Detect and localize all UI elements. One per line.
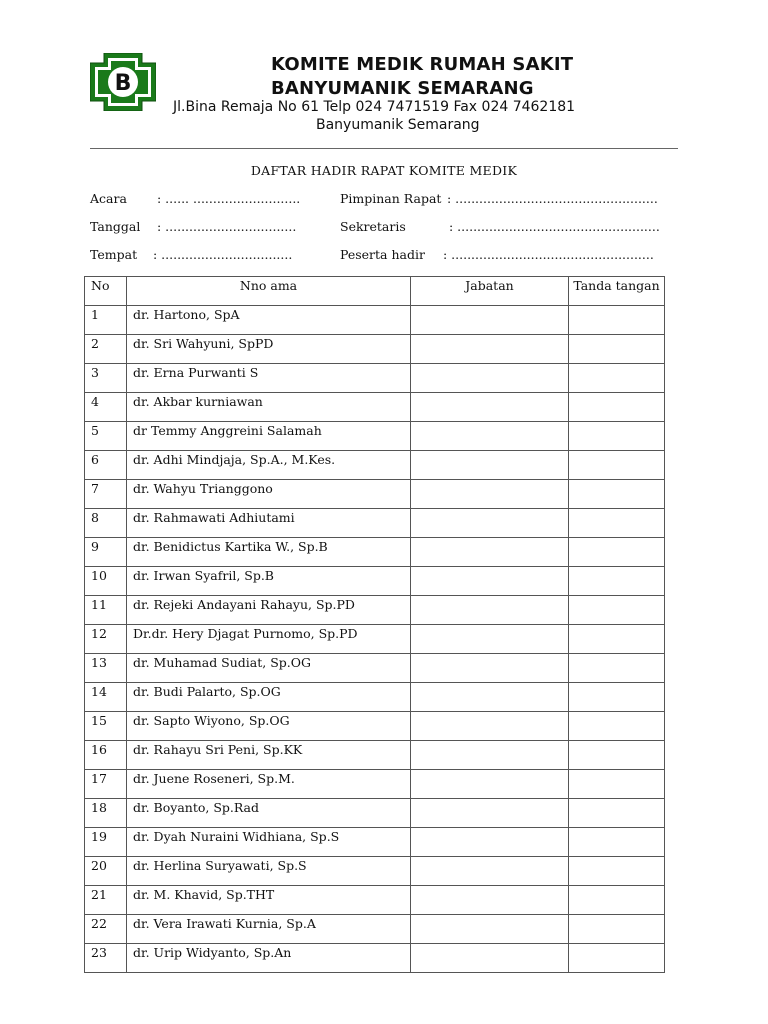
table-row	[85, 509, 665, 538]
cell-name: dr. Rahayu Sri Peni, Sp.KK	[127, 741, 411, 770]
logo-letter: B	[114, 71, 132, 96]
cell-jabatan	[411, 335, 569, 364]
table-row	[85, 625, 665, 654]
field-value: : ...................................................	[443, 247, 654, 262]
table-row	[85, 393, 665, 422]
cell-no: 1	[85, 306, 127, 335]
cell-name: Dr.dr. Hery Djagat Purnomo, Sp.PD	[127, 625, 411, 654]
cell-no: 17	[85, 770, 127, 799]
cell-no: 12	[85, 625, 127, 654]
cell-jabatan	[411, 770, 569, 799]
cell-jabatan	[411, 712, 569, 741]
cell-no: 22	[85, 915, 127, 944]
cell-signature	[569, 364, 665, 393]
cell-name: dr. Sri Wahyuni, SpPD	[127, 335, 411, 364]
cell-signature	[569, 770, 665, 799]
cell-name: dr. Dyah Nuraini Widhiana, Sp.S	[127, 828, 411, 857]
cell-name: dr. M. Khavid, Sp.THT	[127, 886, 411, 915]
cell-name: dr. Urip Widyanto, Sp.An	[127, 944, 411, 973]
cell-no: 20	[85, 857, 127, 886]
field-label: Sekretaris	[340, 219, 406, 234]
table-row	[85, 567, 665, 596]
cell-name: dr. Budi Palarto, Sp.OG	[127, 683, 411, 712]
cell-jabatan	[411, 828, 569, 857]
table-row	[85, 683, 665, 712]
org-title-line1: KOMITE MEDIK RUMAH SAKIT	[271, 54, 574, 75]
hospital-logo	[90, 53, 156, 111]
org-title-line2: BANYUMANIK SEMARANG	[271, 78, 534, 99]
cell-name: dr. Hartono, SpA	[127, 306, 411, 335]
cell-signature	[569, 712, 665, 741]
cell-name: dr. Wahyu Trianggono	[127, 480, 411, 509]
cell-no: 6	[85, 451, 127, 480]
header-jabatan: Jabatan	[411, 277, 569, 306]
cell-no: 16	[85, 741, 127, 770]
cell-signature	[569, 422, 665, 451]
cell-signature	[569, 683, 665, 712]
cell-jabatan	[411, 538, 569, 567]
cell-name: dr Temmy Anggreini Salamah	[127, 422, 411, 451]
cell-signature	[569, 335, 665, 364]
cell-jabatan	[411, 451, 569, 480]
cell-signature	[569, 799, 665, 828]
cell-no: 15	[85, 712, 127, 741]
cell-jabatan	[411, 393, 569, 422]
cell-no: 19	[85, 828, 127, 857]
table-row	[85, 857, 665, 886]
cell-signature	[569, 393, 665, 422]
cell-signature	[569, 567, 665, 596]
table-row	[85, 828, 665, 857]
cell-signature	[569, 451, 665, 480]
cell-signature	[569, 654, 665, 683]
cell-no: 14	[85, 683, 127, 712]
cell-no: 4	[85, 393, 127, 422]
table-row	[85, 538, 665, 567]
cell-no: 3	[85, 364, 127, 393]
cell-no: 2	[85, 335, 127, 364]
cell-signature	[569, 828, 665, 857]
document-title: DAFTAR HADIR RAPAT KOMITE MEDIK	[250, 163, 518, 178]
cell-name: dr. Erna Purwanti S	[127, 364, 411, 393]
cell-no: 9	[85, 538, 127, 567]
header-nama: Nno ama	[127, 277, 411, 306]
table-row	[85, 799, 665, 828]
table-row	[85, 306, 665, 335]
cell-name: dr. Vera Irawati Kurnia, Sp.A	[127, 915, 411, 944]
cell-signature	[569, 915, 665, 944]
cell-jabatan	[411, 625, 569, 654]
table-header-row	[85, 277, 665, 306]
cell-jabatan	[411, 654, 569, 683]
table-row	[85, 596, 665, 625]
table-row	[85, 712, 665, 741]
cell-signature	[569, 538, 665, 567]
cell-name: dr. Adhi Mindjaja, Sp.A., M.Kes.	[127, 451, 411, 480]
cell-name: dr. Akbar kurniawan	[127, 393, 411, 422]
field-value: : ...... ...........................	[157, 191, 301, 206]
cell-no: 10	[85, 567, 127, 596]
cell-no: 13	[85, 654, 127, 683]
cell-signature	[569, 596, 665, 625]
address-line2: Banyumanik Semarang	[316, 117, 480, 133]
cell-jabatan	[411, 509, 569, 538]
cell-signature	[569, 741, 665, 770]
cell-no: 18	[85, 799, 127, 828]
cell-no: 23	[85, 944, 127, 973]
table-row	[85, 422, 665, 451]
cell-jabatan	[411, 306, 569, 335]
cell-jabatan	[411, 596, 569, 625]
field-value: : ...................................................	[449, 219, 660, 234]
cell-name: dr. Boyanto, Sp.Rad	[127, 799, 411, 828]
header-tanda-tangan: Tanda tangan	[569, 277, 665, 306]
cell-jabatan	[411, 857, 569, 886]
cell-jabatan	[411, 741, 569, 770]
table-row	[85, 480, 665, 509]
cell-no: 8	[85, 509, 127, 538]
field-label: Tanggal	[90, 219, 141, 234]
cell-jabatan	[411, 364, 569, 393]
cell-name: dr. Juene Roseneri, Sp.M.	[127, 770, 411, 799]
cell-name: dr. Rahmawati Adhiutami	[127, 509, 411, 538]
field-value: : .................................	[153, 247, 293, 262]
cell-no: 7	[85, 480, 127, 509]
cell-jabatan	[411, 422, 569, 451]
table-row	[85, 886, 665, 915]
table-row	[85, 915, 665, 944]
header-divider	[90, 148, 678, 149]
table-row	[85, 944, 665, 973]
table-row	[85, 770, 665, 799]
field-value: : ...................................................	[447, 191, 658, 206]
cell-signature	[569, 886, 665, 915]
table-row	[85, 364, 665, 393]
cell-signature	[569, 509, 665, 538]
cell-jabatan	[411, 683, 569, 712]
cell-jabatan	[411, 915, 569, 944]
cell-name: dr. Muhamad Sudiat, Sp.OG	[127, 654, 411, 683]
cell-no: 5	[85, 422, 127, 451]
header-no: No	[85, 277, 127, 306]
field-label: Peserta hadir	[340, 247, 425, 262]
cell-signature	[569, 480, 665, 509]
table-row	[85, 654, 665, 683]
address-line1: Jl.Bina Remaja No 61 Telp 024 7471519 Fax 024 7462181	[173, 99, 576, 115]
cell-jabatan	[411, 799, 569, 828]
cell-jabatan	[411, 944, 569, 973]
cell-jabatan	[411, 886, 569, 915]
cell-jabatan	[411, 567, 569, 596]
attendance-table	[84, 276, 665, 973]
cell-signature	[569, 944, 665, 973]
cell-name: dr. Irwan Syafril, Sp.B	[127, 567, 411, 596]
cell-signature	[569, 306, 665, 335]
cell-signature	[569, 625, 665, 654]
cell-no: 11	[85, 596, 127, 625]
cell-jabatan	[411, 480, 569, 509]
cell-name: dr. Rejeki Andayani Rahayu, Sp.PD	[127, 596, 411, 625]
table-row	[85, 451, 665, 480]
cell-signature	[569, 857, 665, 886]
table-row	[85, 335, 665, 364]
cell-name: dr. Sapto Wiyono, Sp.OG	[127, 712, 411, 741]
field-label: Pimpinan Rapat	[340, 191, 442, 206]
field-label: Acara	[90, 191, 127, 206]
cell-name: dr. Herlina Suryawati, Sp.S	[127, 857, 411, 886]
cell-no: 21	[85, 886, 127, 915]
table-row	[85, 741, 665, 770]
cell-name: dr. Benidictus Kartika W., Sp.B	[127, 538, 411, 567]
field-value: : .................................	[157, 219, 297, 234]
field-label: Tempat	[90, 247, 138, 262]
